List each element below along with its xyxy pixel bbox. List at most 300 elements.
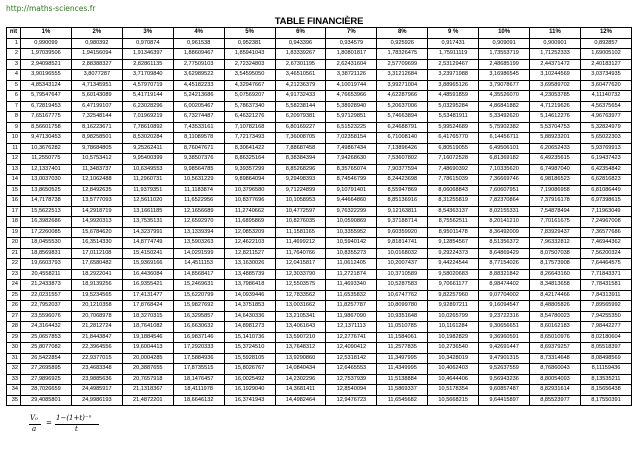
value-cell: 6,49235615 [530,154,581,165]
value-cell: 18,1476457 [173,374,224,385]
value-cell: 28,7026659 [21,385,72,396]
value-cell: 7,98442277 [580,322,631,333]
value-cell: 14,9920313 [71,217,122,228]
value-cell: 6,80519055 [428,143,479,154]
value-cell: 8,98474402 [479,280,530,291]
value-cell: 8,34813658 [530,280,581,291]
value-cell: 5,75902382 [479,122,530,133]
value-cell: 3,60477620 [580,80,631,91]
value-cell: 13,1661185 [122,206,173,217]
table-row [7,164,632,175]
table-row [7,248,632,259]
value-cell: 10,5178354 [428,385,479,396]
value-cell: 15,9827692 [173,301,224,312]
column-header-rate: 6% [275,28,326,39]
value-cell: 7,94255350 [580,311,631,322]
value-cell: 1,80801817 [326,49,377,60]
value-cell: 5,33492620 [479,112,530,123]
value-cell: 15,2469631 [173,280,224,291]
value-cell: 17,5884936 [173,353,224,364]
value-cell: 7,10335620 [479,164,530,175]
value-cell: 18,4111978 [173,385,224,396]
value-cell: 8,07507038 [530,248,581,259]
value-cell: 11,2740662 [224,206,275,217]
row-index-cell: 29 [7,332,21,343]
value-cell: 5,24213686 [173,91,224,102]
value-cell: 14,0840434 [275,364,326,375]
value-cell: 24,9986193 [71,395,122,406]
value-cell: 9,89864094 [224,175,275,186]
value-cell: 10,1058953 [275,196,326,207]
table-row [7,227,632,238]
value-cell: 0,909091 [479,38,530,49]
value-cell: 24,3164432 [21,322,72,333]
table-row [7,143,632,154]
value-cell: 3,54595050 [224,70,275,81]
value-cell: 10,5668215 [428,395,479,406]
value-cell: 19,6004413 [122,343,173,354]
value-cell: 16,9837146 [173,332,224,343]
row-index-cell: 20 [7,238,21,249]
value-cell: 7,56200324 [580,248,631,259]
value-cell: 16,6630632 [173,322,224,333]
value-cell: 23,5596076 [21,311,72,322]
value-cell: 8,26643160 [530,269,581,280]
source-url[interactable]: http://maths-sciences.fr [6,4,96,13]
value-cell: 5,07569207 [224,91,275,102]
value-cell: 11,1581165 [275,227,326,238]
value-cell: 20,7068978 [71,311,122,322]
value-cell: 6,14456711 [479,133,530,144]
value-cell: 8,85523977 [530,395,581,406]
value-cell: 12,6592970 [173,217,224,228]
value-cell: 0,934579 [326,38,377,49]
row-index-cell: 11 [7,143,21,154]
value-cell: 9,39357299 [224,164,275,175]
value-cell: 7,84313911 [580,290,631,301]
value-cell: 13,8650525 [21,185,72,196]
value-cell: 8,02155331 [479,206,530,217]
table-row [7,59,632,70]
value-cell: 22,3964556 [71,343,122,354]
value-cell: 11,4349995 [377,364,428,375]
value-cell: 0,961538 [173,38,224,49]
value-cell: 1,83339267 [275,49,326,60]
value-cell: 7,60607951 [479,185,530,196]
value-cell: 3,79078677 [479,80,530,91]
value-cell: 10,8377696 [224,196,275,207]
value-cell: 10,0590869 [326,217,377,228]
value-cell: 2,40183127 [580,59,631,70]
row-index-cell: 21 [7,248,21,259]
value-cell: 15,8026767 [224,364,275,375]
value-cell: 11,6522956 [173,196,224,207]
value-cell: 10,2736540 [428,343,479,354]
value-cell: 1,88609467 [173,49,224,60]
value-cell: 3,88965126 [428,80,479,91]
value-cell: 18,0455530 [21,238,72,249]
value-cell: 1,71252333 [530,49,581,60]
row-index-cell: 15 [7,185,21,196]
value-cell: 10,5753412 [71,154,122,165]
value-cell: 13,5907210 [275,332,326,343]
value-cell: 15,6784620 [71,227,122,238]
value-cell: 11,0612405 [326,259,377,270]
value-cell: 15,4150241 [122,248,173,259]
value-cell: 7,49867434 [326,143,377,154]
value-cell: 9,60359920 [377,227,428,238]
row-index-cell: 33 [7,374,21,385]
value-cell: 5,93769913 [580,143,631,154]
value-cell: 8,76047671 [173,143,224,154]
value-cell: 9,44664860 [326,196,377,207]
value-cell: 0,970874 [122,38,173,49]
row-index-cell: 16 [7,196,21,207]
table-row [7,343,632,354]
value-cell: 20,7657918 [122,374,173,385]
value-cell: 20,3887655 [122,364,173,375]
value-cell: 11,4699212 [275,238,326,249]
value-cell: 12,4090412 [326,343,377,354]
value-cell: 7,16072528 [428,154,479,165]
value-cell: 27,2695895 [21,364,72,375]
value-cell: 4,71345951 [71,80,122,91]
column-header-rate: 2% [71,28,122,39]
value-cell: 17,4131477 [122,290,173,301]
value-cell: 11,6545682 [377,395,428,406]
value-cell: 10,2007437 [377,259,428,270]
value-cell: 13,4061643 [275,322,326,333]
table-row [7,49,632,60]
value-cell: 4,21236379 [275,80,326,91]
value-cell: 13,4885739 [224,269,275,280]
value-cell: 9,47901315 [479,353,530,364]
value-cell: 12,0853209 [224,227,275,238]
value-cell: 9,12854567 [428,238,479,249]
value-cell: 10,9351648 [377,311,428,322]
value-cell: 10,3676282 [21,143,72,154]
value-cell: 9,37188714 [377,217,428,228]
value-cell: 8,35765074 [326,164,377,175]
value-cell: 7,82370864 [479,196,530,207]
value-cell: 14,0291599 [173,248,224,259]
value-cell: 6,71008140 [377,133,428,144]
value-cell: 8,17573908 [530,259,581,270]
value-cell: 7,70161675 [530,217,581,228]
column-header-rate: 12% [580,28,631,39]
value-cell: 25,0657853 [21,332,72,343]
value-cell: 14,2302296 [275,374,326,385]
value-cell: 10,5287583 [377,280,428,291]
value-cell: 12,2776741 [326,332,377,343]
value-cell: 17,0112108 [71,248,122,259]
value-cell: 11,3497995 [377,353,428,364]
column-header-rate: 3% [122,28,173,39]
value-cell: 6,24688791 [377,122,428,133]
value-cell: 3,90196555 [21,70,72,81]
row-index-cell: 26 [7,301,21,312]
value-cell: 4,32947667 [224,80,275,91]
value-cell: 12,6465553 [326,364,377,375]
value-cell: 5,79547647 [21,91,72,102]
value-cell: 10,6747762 [377,290,428,301]
value-cell: 14,8568417 [173,269,224,280]
value-cell: 5,32824979 [580,122,631,133]
value-cell: 17,8735515 [173,364,224,375]
value-cell: 3,8077287 [71,70,122,81]
value-cell: 13,9290860 [275,353,326,364]
value-cell: 8,76860043 [530,364,581,375]
row-index-cell: 31 [7,353,21,364]
value-cell: 8,74546799 [326,175,377,186]
value-cell: 10,5940142 [326,238,377,249]
value-cell: 1,85941043 [224,49,275,60]
table-row [7,364,632,375]
value-cell: 14,4982464 [275,395,326,406]
value-cell: 7,83929437 [530,227,581,238]
value-cell: 3,38721126 [326,70,377,81]
value-cell: 11,8257787 [326,301,377,312]
value-cell: 11,5138884 [377,374,428,385]
column-header-rate: 4% [173,28,224,39]
value-cell: 9,76322299 [326,206,377,217]
value-cell: 8,54780023 [530,311,581,322]
value-cell: 24,4985917 [71,385,122,396]
value-cell: 13,7986418 [224,280,275,291]
value-cell: 0,990099 [21,38,72,49]
table-row [7,70,632,81]
value-cell: 2,82861135 [122,59,173,70]
value-cell: 7,24967008 [580,217,631,228]
value-cell: 5,03295284 [428,101,479,112]
value-cell: 7,78431581 [580,280,631,291]
value-cell: 4,10019744 [326,80,377,91]
value-cell: 9,16094547 [479,301,530,312]
value-cell: 7,54878494 [530,206,581,217]
value-cell: 10,5631229 [173,175,224,186]
value-cell: 8,54363137 [428,206,479,217]
value-cell: 19,5234565 [71,290,122,301]
value-cell: 5,14612276 [530,112,581,123]
value-cell: 12,7833562 [275,290,326,301]
value-cell: 12,7537939 [326,374,377,385]
value-cell: 9,98564785 [173,164,224,175]
row-index-cell: 2 [7,49,21,60]
value-cell: 8,53020284 [122,133,173,144]
value-cell: 6,98186523 [530,175,581,186]
value-cell: 7,36008705 [275,133,326,144]
value-cell: 12,1656689 [173,206,224,217]
row-index-cell: 13 [7,164,21,175]
value-cell: 12,4622103 [224,238,275,249]
value-cell: 2,44371472 [530,59,581,70]
value-cell: 0,980392 [71,38,122,49]
value-cell: 6,81086449 [580,185,631,196]
value-cell: 12,8540094 [326,385,377,396]
value-cell: 3,71709840 [122,70,173,81]
value-cell: 8,98258501 [71,133,122,144]
value-cell: 7,64464575 [580,259,631,270]
table-row [7,175,632,186]
value-cell: 3,62989522 [173,70,224,81]
value-cell: 13,0037030 [21,175,72,186]
value-cell: 12,0415817 [275,259,326,270]
value-cell: 1,91346397 [122,49,173,60]
value-cell: 9,30656651 [479,322,530,333]
value-cell: 10,0168032 [377,248,428,259]
value-cell: 12,5611020 [122,196,173,207]
table-row [7,238,632,249]
value-cell: 16,9355421 [122,280,173,291]
value-cell: 11,2960731 [122,175,173,186]
value-cell: 8,65010976 [530,332,581,343]
value-cell: 23,9885636 [71,374,122,385]
table-row [7,217,632,228]
table-row [7,374,632,385]
value-cell: 9,52637559 [479,364,530,375]
value-cell: 14,2918719 [71,206,122,217]
value-cell: 8,13535211 [580,374,631,385]
value-cell: 4,45182233 [173,80,224,91]
table-row [7,301,632,312]
value-cell: 6,47199107 [71,101,122,112]
value-cell: 3,16986545 [479,70,530,81]
formula-equals: = [46,419,52,427]
value-cell: 4,91732433 [275,91,326,102]
value-cell: 15,1410736 [224,332,275,343]
value-cell: 10,8099780 [377,301,428,312]
column-header-n: n\t [7,28,21,39]
value-cell: 29,4085801 [21,395,72,406]
value-cell: 7,53607802 [377,154,428,165]
value-cell: 7,94268630 [326,154,377,165]
row-index-cell: 19 [7,227,21,238]
value-cell: 27,9896925 [21,374,72,385]
value-cell: 8,85136916 [377,196,428,207]
value-cell: 3,23971988 [428,70,479,81]
table-row [7,196,632,207]
row-index-cell: 6 [7,91,21,102]
table-row [7,206,632,217]
value-cell: 16,3295857 [173,311,224,322]
value-cell: 17,8768424 [122,301,173,312]
value-cell: 25,8077082 [21,343,72,354]
value-cell: 5,20637006 [377,101,428,112]
value-cell: 17,2920333 [173,343,224,354]
value-cell: 9,36960591 [479,332,530,343]
value-cell: 2,67301195 [275,59,326,70]
value-cell: 8,06068843 [428,185,479,196]
table-row [7,259,632,270]
value-cell: 10,8355273 [326,248,377,259]
value-cell: 8,38384394 [275,154,326,165]
value-cell: 6,19437423 [580,154,631,165]
value-cell: 18,2922041 [71,269,122,280]
value-cell: 12,8492635 [71,185,122,196]
table-row [7,91,632,102]
value-cell: 3,99271004 [377,80,428,91]
row-index-cell: 4 [7,70,21,81]
table-row [7,269,632,280]
value-cell: 7,72173493 [224,133,275,144]
value-cell: 7,11963049 [580,206,631,217]
value-cell: 7,89565992 [580,301,631,312]
column-header-rate: 1% [21,28,72,39]
value-cell: 9,60857487 [479,385,530,396]
row-index-cell: 34 [7,385,21,396]
row-index-cell: 22 [7,259,21,270]
table-row [7,80,632,91]
value-cell: 14,8774749 [122,238,173,249]
value-cell: 14,3681411 [275,385,326,396]
value-cell: 15,9369166 [122,259,173,270]
value-cell: 7,71843371 [580,269,631,280]
value-cell: 6,51523225 [326,122,377,133]
table-row [7,290,632,301]
value-cell: 3,10244569 [530,70,581,81]
value-cell: 5,65022303 [580,133,631,144]
value-cell: 20,0004285 [122,353,173,364]
value-cell: 8,05518397 [580,343,631,354]
table-row [7,101,632,112]
value-cell: 14,7178738 [21,196,72,207]
value-cell: 7,36577686 [580,227,631,238]
value-cell: 8,85268296 [275,164,326,175]
value-cell: 7,36669746 [479,175,530,186]
value-cell: 16,3514330 [71,238,122,249]
value-cell: 14,4511153 [173,259,224,270]
value-cell: 13,1630026 [224,259,275,270]
value-cell: 11,7640766 [275,248,326,259]
row-index-cell: 28 [7,322,21,333]
value-cell: 9,23722316 [479,311,530,322]
value-cell: 8,77154026 [479,259,530,270]
value-cell: 12,3033790 [275,269,326,280]
value-cell: 3,46510561 [275,70,326,81]
value-cell: 1,69005102 [580,49,631,60]
value-cell: 17,2260085 [21,227,72,238]
row-index-cell: 24 [7,280,21,291]
value-cell: 4,57970719 [122,80,173,91]
value-cell: 14,6430336 [224,311,275,322]
value-cell: 1,75911119 [428,49,479,60]
table-row [7,280,632,291]
value-cell: 9,29498393 [275,175,326,186]
value-cell: 5,60143089 [71,91,122,102]
value-cell: 7,78610892 [122,122,173,133]
value-cell: 12,5318142 [326,353,377,364]
value-cell: 5,41719144 [122,91,173,102]
value-cell: 8,11159436 [580,364,631,375]
value-cell: 6,00205467 [173,101,224,112]
row-index-cell: 14 [7,175,21,186]
value-cell: 10,3710589 [377,269,428,280]
value-cell: 17,6580482 [71,259,122,270]
value-cell: 11,0510785 [377,322,428,333]
value-cell: 0,925926 [377,38,428,49]
value-cell: 6,49506101 [479,143,530,154]
row-index-cell: 35 [7,395,21,406]
table-row [7,332,632,343]
value-cell: 7,37916178 [530,196,581,207]
value-cell: 4,48591859 [428,91,479,102]
value-cell: 8,80054093 [530,374,581,385]
value-cell: 7,02358154 [326,133,377,144]
value-cell: 9,82257960 [428,290,479,301]
value-cell: 11,2550775 [21,154,72,165]
value-cell: 8,48805826 [530,301,581,312]
value-cell: 9,70661177 [428,280,479,291]
